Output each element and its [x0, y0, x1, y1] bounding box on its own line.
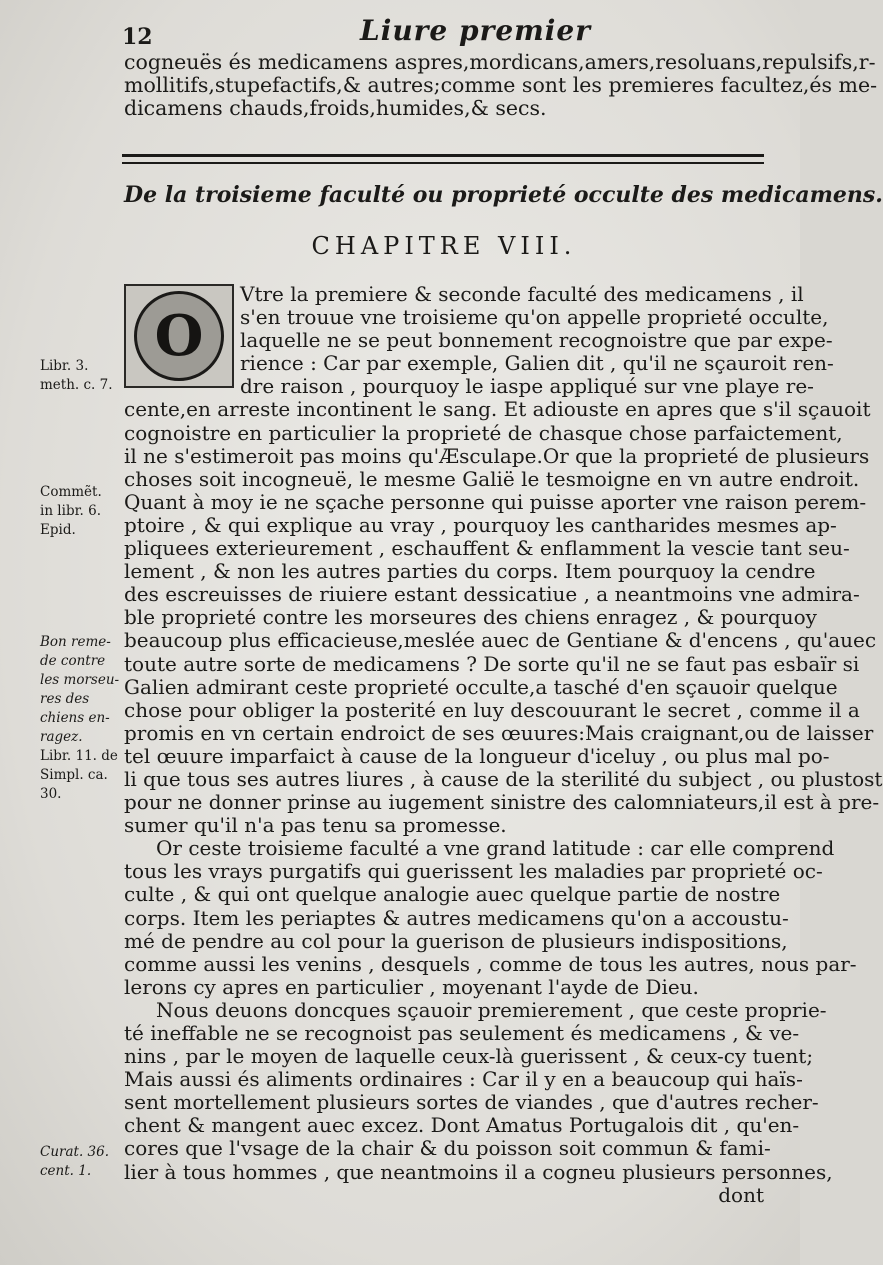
- margin-note-line: Libr. 3.: [40, 358, 89, 374]
- text-line: Nous deuons doncques sçauoir premierement , que ceste proprie-: [156, 997, 827, 1022]
- text-line: cogneuës és medicamens aspres,mordicans,amers,resoluans,repulsifs,r-: [124, 50, 876, 74]
- margin-note-line: chiens en-: [40, 710, 110, 726]
- margin-note: [40, 357, 122, 395]
- chapter-body: [124, 282, 883, 1207]
- text-line: il ne s'estimeroit pas moins qu'Æsculape.Or que la proprieté de plusieurs: [124, 443, 870, 468]
- text-line: pour ne donner prinse au iugement sinistre des calomniateurs,il est à pre-: [124, 790, 880, 815]
- margin-note-line: les morseu-: [40, 672, 120, 688]
- margin-note-line: res des: [40, 691, 90, 707]
- text-line: dicamens chauds,froids,humides,& secs.: [124, 96, 547, 121]
- text-line: cente,en arreste incontinent le sang. Et adiouste en apres que s'il sçauoit: [124, 397, 871, 422]
- initial-letter: O: [134, 291, 224, 381]
- margin-note-line: Bon reme-: [40, 634, 111, 650]
- margin-note-line: meth. c. 7.: [40, 377, 113, 393]
- margin-note: [40, 483, 122, 540]
- margin-note: [40, 747, 122, 804]
- text-line: choses soit incogneuë, le mesme Galië le tesmoigne en vn autre endroit.: [124, 466, 860, 491]
- text-line: comme aussi les venins , desquels , comme de tous les autres, nous par-: [124, 951, 857, 976]
- text-line: chent & mangent auec excez. Dont Amatus Portugalois dit , qu'en-: [124, 1113, 800, 1138]
- thick-rule: [122, 154, 764, 157]
- text-line: Mais aussi és aliments ordinaires : Car il y en a beaucoup qui haïs-: [124, 1067, 803, 1092]
- text-line: li que tous ses autres liures , à cause de la sterilité du subject , ou plustost: [124, 766, 883, 791]
- margin-note-line: ragez.: [40, 729, 83, 745]
- margin-note-line: in libr. 6.: [40, 503, 102, 519]
- margin-note: [40, 633, 122, 747]
- page-number: 12: [122, 24, 153, 50]
- text-line: nins , par le moyen de laquelle ceux-là guerissent , & ceux-cy tuent;: [124, 1044, 814, 1069]
- text-line: beaucoup plus efficacieuse,meslée auec de Gentiane & d'encens , qu'auec: [124, 628, 877, 653]
- thin-rule: [122, 162, 764, 164]
- margin-note-line: Commẽt.: [40, 484, 102, 500]
- text-line: chose pour obliger la posterité en luy descouurant le secret , comme il a: [124, 697, 860, 722]
- text-line: té ineffable ne se recognoist pas seulement és medicamens , & ve-: [124, 1021, 800, 1045]
- text-line: corps. Item les periaptes & autres medicamens qu'on a accoustu-: [124, 905, 789, 930]
- text-line: sumer qu'il n'a pas tenu sa promesse.: [124, 813, 507, 838]
- text-line: sent mortellement plusieurs sortes de viandes , que d'autres recher-: [124, 1090, 819, 1115]
- text-line: Quant à moy ie ne sçache personne qui puisse aporter vne raison perem-: [124, 489, 867, 514]
- margin-note-line: Curat. 36.: [40, 1144, 110, 1160]
- text-line: lier à tous hommes , que neantmoins il a cogneu plusieurs personnes,: [124, 1159, 833, 1184]
- margin-note-line: 30.: [40, 786, 62, 802]
- text-line: pliquees exterieurement , eschauffent & enflamment la vescie tant seu-: [124, 536, 850, 561]
- text-line: promis en vn certain endroict de ses œuures:Mais craignant,ou de laisser: [124, 720, 874, 745]
- margin-note-line: Libr. 11. de: [40, 748, 118, 764]
- text-line: cognoistre en particulier la proprieté de chasque chose parfaictement,: [124, 420, 843, 445]
- text-line: laquelle ne se peut bonnement recognoistre que par expe-: [240, 328, 833, 353]
- text-line: Or ceste troisieme faculté a vne grand latitude : car elle comprend: [156, 836, 835, 861]
- text-line: rience : Car par exemple, Galien dit , qu'il ne sçauroit ren-: [240, 351, 834, 376]
- section-title: De la troisieme faculté ou proprieté occulte des medicamens.: [124, 182, 883, 208]
- text-line: lement , & non les autres parties du corps. Item pourquoy la cendre: [124, 559, 816, 584]
- text-line: Vtre la premiere & seconde faculté des medicamens , il: [240, 282, 804, 306]
- text-line: tous les vrays purgatifs qui guerissent les maladies par proprieté oc-: [124, 859, 823, 884]
- text-line: lerons cy apres en particulier , moyenant l'ayde de Dieu.: [124, 974, 699, 999]
- text-line: cores que l'vsage de la chair & du poisson soit commun & fami-: [124, 1136, 771, 1161]
- margin-note-line: Simpl. ca.: [40, 767, 108, 783]
- text-line: mé de pendre au col pour la guerison de plusieurs indispositions,: [124, 928, 788, 953]
- text-line: dre raison , pourquoy le iaspe appliqué sur vne playe re-: [240, 374, 814, 399]
- text-line: ble proprieté contre les morseures des chiens enragez , & pourquoy: [124, 605, 817, 630]
- margin-note-line: cent. 1.: [40, 1163, 92, 1179]
- catchword: dont: [718, 1182, 764, 1207]
- running-head: Liure premier: [360, 14, 591, 47]
- margin-note-line: de contre: [40, 653, 106, 669]
- text-line: Galien admirant ceste proprieté occulte,a tasché d'en sçauoir quelque: [124, 674, 838, 699]
- chapter-title: CHAPITRE VIII.: [311, 232, 577, 260]
- text-line: toute autre sorte de medicamens ? De sorte qu'il ne se faut pas esbaïr si: [124, 651, 860, 676]
- text-line: culte , & qui ont quelque analogie auec quelque partie de nostre: [124, 882, 781, 907]
- text-line: s'en trouue vne troisieme qu'on appelle proprieté occulte,: [240, 305, 829, 330]
- text-line: tel œuure imparfaict à cause de la longueur d'iceluy , ou plus mal po-: [124, 743, 830, 768]
- margin-note-line: Epid.: [40, 522, 76, 538]
- text-line: des escreuisses de riuiere estant dessicatiue , a neantmoins vne admira-: [124, 582, 860, 607]
- continued-text: [124, 50, 878, 121]
- text-line: ptoire , & qui explique au vray , pourquoy les cantharides mesmes ap-: [124, 512, 837, 537]
- margin-note: [40, 1143, 122, 1181]
- text-line: mollitifs,stupefactifs,& autres;comme sont les premieres facultez,és me-: [124, 73, 878, 98]
